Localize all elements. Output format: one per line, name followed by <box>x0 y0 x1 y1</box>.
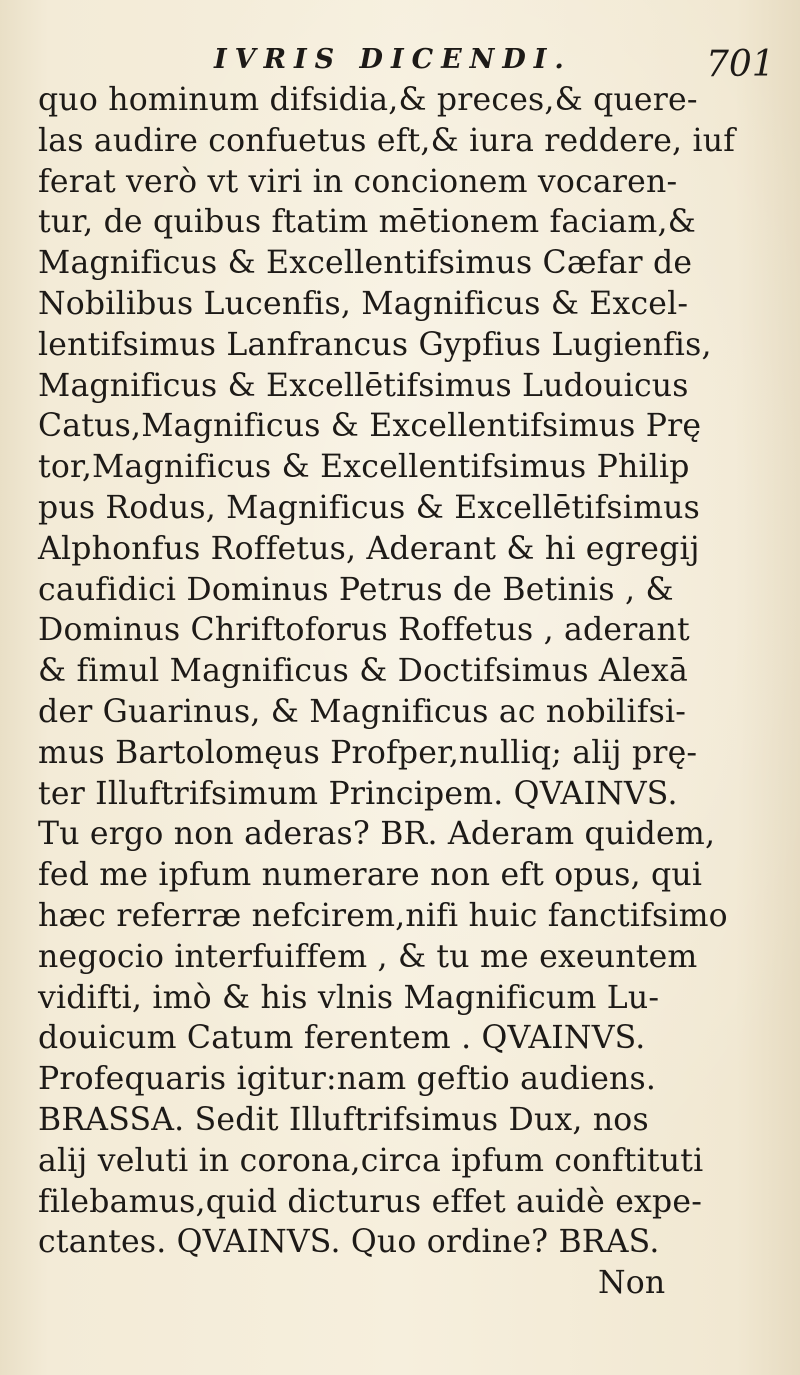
text-line: Alphonfus Roffetus, Aderant & hi egregij <box>38 530 700 567</box>
text-line: Profequaris igitur:nam geftio audiens. <box>38 1061 657 1098</box>
text-line: douicum Catum ferentem . QVAINVS. <box>38 1020 646 1057</box>
text-line: ter Illuftrifsimum Principem. QVAINVS. <box>38 775 678 812</box>
text-line: mus Bartolomęus Profper,nulliq; alij prę- <box>38 734 698 771</box>
page-number: 701 <box>706 44 775 85</box>
text-line: ferat verò vt viri in concionem vocaren- <box>38 163 678 200</box>
text-line: Magnificus & Excellentifsimus Cæfar de <box>38 245 693 282</box>
text-line: Dominus Chriftoforus Roffetus , aderant <box>38 612 690 649</box>
text-line: fed me ipfum numerare non eft opus, qui <box>38 857 703 894</box>
text-line: Magnificus & Excellētifsimus Ludouicus <box>38 367 689 404</box>
text-line: caufidici Dominus Petrus de Betinis , & <box>38 571 674 608</box>
text-line: negocio interfuiffem , & tu me exeuntem <box>38 938 698 975</box>
text-line: vidifti, imò & his vlnis Magnificum Lu- <box>38 979 660 1016</box>
text-line: ctantes. QVAINVS. Quo ordine? BRAS. <box>38 1224 660 1261</box>
text-line: tor,Magnificus & Excellentifsimus Philip <box>38 449 690 486</box>
text-line: der Guarinus, & Magnificus ac nobilifsi- <box>38 693 687 730</box>
text-line: lentifsimus Lanfrancus Gypfius Lugienfis, <box>38 326 712 363</box>
text-line: hæc referræ nefcirem,nifi huic fanctifsimo <box>38 897 728 934</box>
body-text <box>38 80 768 1304</box>
text-line: Tu ergo non aderas? BR. Aderam quidem, <box>38 816 716 853</box>
text-line: pus Rodus, Magnificus & Excellētifsimus <box>38 489 700 526</box>
text-line: alij veluti in corona,circa ipfum conftituti <box>38 1142 704 1179</box>
text-line: Catus,Magnificus & Excellentifsimus Prę <box>38 408 702 445</box>
text-line: filebamus,quid dicturus effet auidè expe- <box>38 1183 703 1220</box>
text-line: BRASSA. Sedit Illuftrifsimus Dux, nos <box>38 1101 649 1138</box>
text-line: Nobilibus Lucenfis, Magnificus & Excel- <box>38 285 689 322</box>
running-head: IVRIS DICENDI. <box>214 44 572 75</box>
text-line: quo hominum difsidia,& preces,& quere- <box>38 82 698 118</box>
text-line: las audire confuetus eft,& iura reddere, iuf <box>38 122 736 159</box>
text-line: & fimul Magnificus & Doctifsimus Alexā <box>38 653 688 690</box>
text-line: tur, de quibus ftatim mētionem faciam,& <box>38 204 696 241</box>
catchword: Non <box>598 1265 666 1302</box>
